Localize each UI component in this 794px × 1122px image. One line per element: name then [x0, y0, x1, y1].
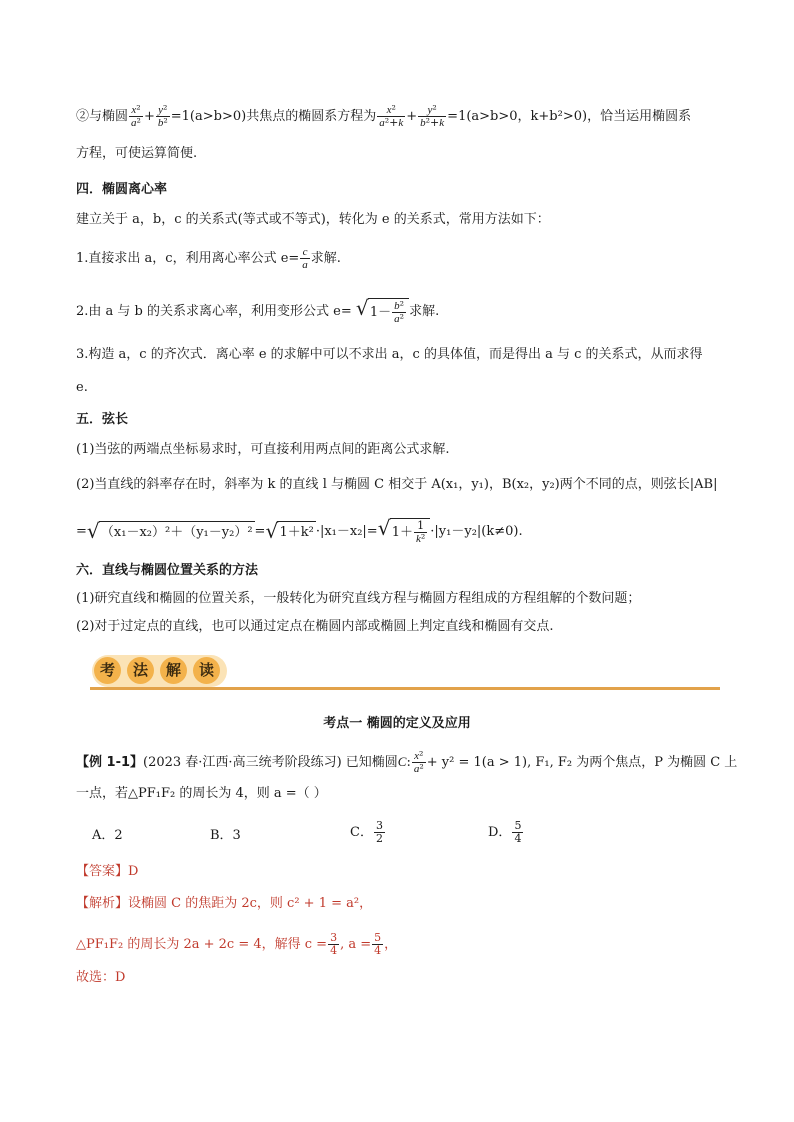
banner-rule [90, 687, 720, 690]
method-1-tail: 求解. [310, 251, 341, 266]
section-title-eccentricity: 四．椭圆离心率 [76, 182, 168, 197]
banner-char-1: 考 [94, 657, 121, 684]
banner-char-3: 解 [160, 657, 187, 684]
option-b: B．3 [210, 828, 241, 843]
option-c [350, 820, 386, 845]
analysis-line-2 [76, 932, 397, 957]
fraction-y2-b2k: $\frac{\text{y²}}{\text{b²+k}}$ [420, 103, 445, 129]
formula-eq-2: = [254, 524, 266, 539]
eccentricity-intro: 建立关于 a，b，c 的关系式(等式或不等式)，转化为 e 的关系式，常用方法如下： [76, 212, 550, 227]
analysis-text-2: △PF₁F₂ 的周长为 2a + 2c = 4，解得 c = [76, 937, 328, 952]
item-marker-text: ②与椭圆 [76, 109, 129, 124]
chord-length-formula [76, 518, 523, 545]
ellipse-system-eq-rhs: =1(a>b>0，k+b²>0)，恰当运用椭圆系 [447, 109, 692, 124]
section-banner [90, 655, 720, 691]
line-ellipse-p1: (1)研究直线和椭圆的位置关系，一般转化为研究直线方程与椭圆方程组成的方程组解的个数问题； [76, 591, 641, 606]
example-eq-tail: + y² = 1(a > 1), F₁, F₂ 为两个焦点，P 为椭圆 C 上 [426, 755, 738, 770]
sqrt-1-minus-b2-a2: √ 1－ $\frac{\text{b²}}{\text{a²}}$ [356, 298, 409, 325]
option-d-label: D． [488, 825, 512, 840]
option-d [488, 820, 524, 845]
sqrt-1-plus-k2: √ 1＋k² [265, 518, 314, 543]
option-d-fraction: $\frac{5}{4}$ [514, 819, 522, 845]
analysis-text-mid: , a = [340, 937, 372, 952]
line-ellipse-p2: (2)对于过定点的直线，也可以通过定点在椭圆内部或椭圆上判定直线和椭圆有交点. [76, 619, 554, 634]
example-tag: 【例 1-1】 [76, 755, 144, 770]
eccentricity-method-3: 3.构造 a，c 的齐次式．离心率 e 的求解中可以不求出 a，c 的具体值，而是得出 a 与 c 的关系式，从而求得 [76, 347, 703, 362]
fraction-x2-a2k: $\frac{\text{x²}}{\text{a²+k}}$ [379, 103, 404, 129]
example-line-2: 一点，若△PF₁F₂ 的周长为 4，则 a =（ ） [76, 786, 327, 801]
option-c-label: C． [350, 825, 373, 840]
example-line-1: 【例 1-1】(2023 春·江西·高三统考阶段练习) 已知椭圆C: $\frac{\text{x²}}{\text{a²}}$ + y² = 1(a > 1), F₁, F₂ 为两个焦点，P 为椭圆 C 上 [76, 749, 738, 775]
method-2-tail: 求解. [409, 304, 440, 319]
banner-char-2: 法 [127, 657, 154, 684]
section-title-chord-length: 五．弦长 [76, 412, 129, 427]
option-a: A．2 [92, 828, 123, 843]
fraction-c-over-a: $\frac{c}{a}$ [302, 246, 308, 271]
method-2-text: 2.由 a 与 b 的关系求离心率，利用变形公式 e= [76, 304, 352, 319]
analysis-line-1 [76, 894, 372, 914]
formula-eq-1: = [76, 524, 87, 539]
answer-line: 【答案】D [76, 864, 139, 879]
chord-length-p1: (1)当弦的两端点坐标易求时，可直接利用两点间的距离公式求解. [76, 442, 450, 457]
ellipse-eq-rhs: =1(a>b>0)共焦点的椭圆系方程为 [170, 109, 377, 124]
method-1-text: 1.直接求出 a，c，利用离心率公式 e= [76, 251, 300, 266]
distance-radicand: （x₁－x₂）²＋（y₁－y₂）² [99, 521, 255, 543]
fraction-x2-a2: $\frac{\text{x²}}{\text{a²}}$ [131, 103, 141, 129]
fraction-x2-a2-ex: $\frac{\text{x²}}{\text{a²}}$ [413, 749, 424, 775]
fraction-c-value: $\frac{3}{4}$ [330, 931, 338, 957]
fraction-a-value: $\frac{5}{4}$ [374, 931, 382, 957]
banner-char-4: 读 [193, 657, 220, 684]
option-c-fraction: $\frac{3}{2}$ [375, 819, 383, 845]
formula-y-diff: ·|y₁－y₂|(k≠0). [430, 524, 523, 539]
sqrt-distance: √ （x₁－x₂）²＋（y₁－y₂）² [86, 518, 253, 543]
analysis-text-1: 设椭圆 C 的焦距为 2c，则 c² + 1 = a²， [128, 896, 373, 911]
ellipse-system-line-1: ②与椭圆 $\frac{\text{x²}}{\text{a²}}$ + $\frac{\text{y²}}{\text{b²}}$ =1(a>b>0)共焦点的椭圆系方程为 $\frac{\text{x²}}{\text{a²+k}}$ + $\frac{\text{y²}}{\text{b²+k}}$ =1(a>b>0，k+b²>0)，恰当运用椭圆系 [76, 103, 692, 129]
sqrt-1-plus-1-over-k2: √ 1＋ $\frac{1}{\text{k²}}$ [378, 518, 431, 545]
section-title-line-ellipse: 六．直线与椭圆位置关系的方法 [76, 563, 259, 578]
analysis-text-tail: ， [384, 937, 398, 952]
analysis-line-3: 故选：D [76, 970, 126, 985]
example-source: (2023 春·江西·高三统考阶段练习) 已知椭圆 [143, 755, 398, 770]
k2-radicand: 1＋k² [277, 521, 315, 543]
eccentricity-method-2 [76, 298, 439, 325]
formula-x-diff: ·|x₁－x₂|= [315, 524, 378, 539]
chord-length-p2: (2)当直线的斜率存在时，斜率为 k 的直线 l 与椭圆 C 相交于 A(x₁，y₁)，B(x₂，y₂)两个不同的点，则弦长|AB| [76, 477, 718, 492]
ellipse-system-line-2: 方程，可使运算简便. [76, 146, 198, 161]
fraction-y2-b2: $\frac{\text{y²}}{\text{b²}}$ [157, 103, 168, 129]
analysis-label: 【解析】 [76, 896, 129, 911]
topic-title: 考点一 椭圆的定义及应用 [323, 716, 471, 731]
eccentricity-method-3-cont: e. [76, 380, 88, 395]
eccentricity-method-1 [76, 246, 341, 271]
